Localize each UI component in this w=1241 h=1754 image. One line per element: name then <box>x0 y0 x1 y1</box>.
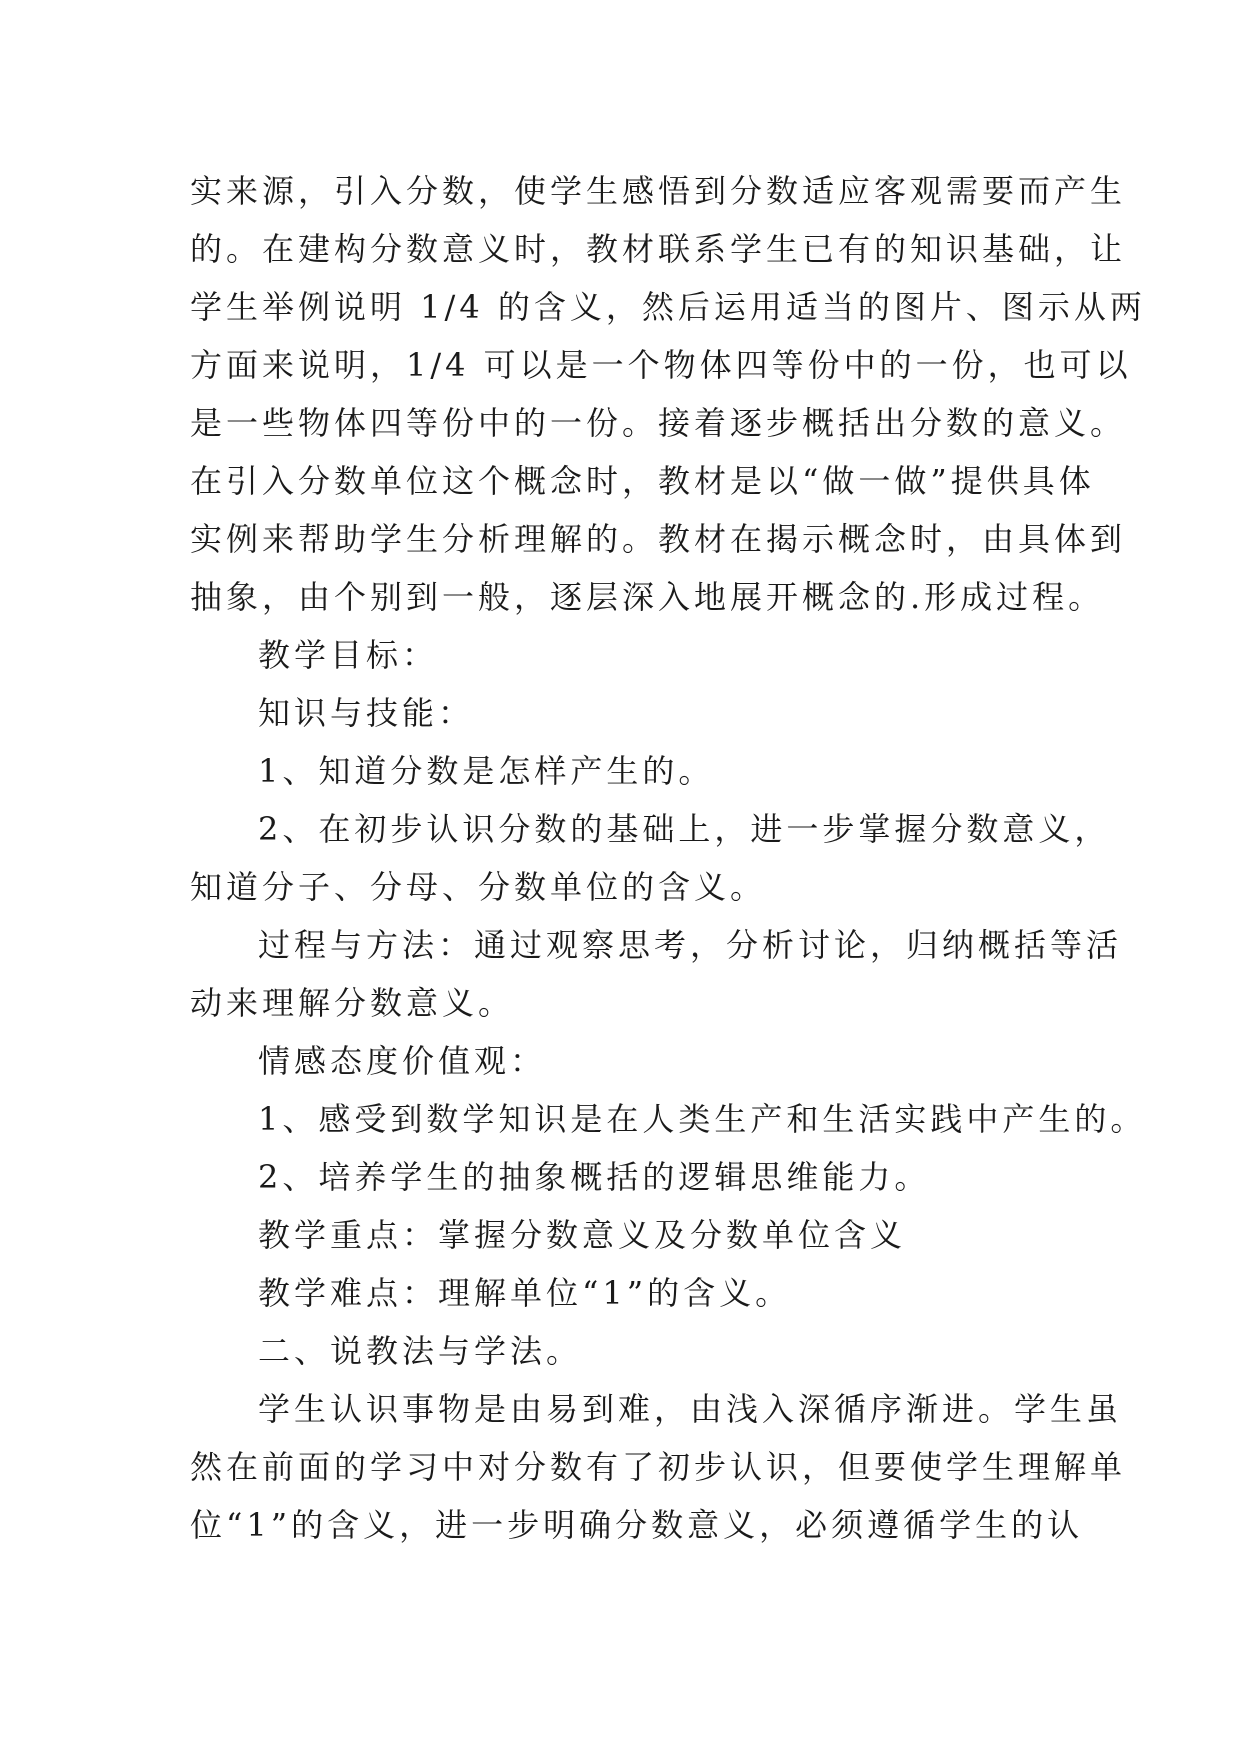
text-line: 是一些物体四等份中的一份。接着逐步概括出分数的意义。 <box>190 404 1127 442</box>
text-line: 方面来说明，1/4 可以是一个物体四等份中的一份，也可以 <box>190 346 1132 384</box>
teaching-focus: 教学重点：掌握分数意义及分数单位含义 <box>258 1216 907 1254</box>
paragraph-process-methods: 过程与方法：通过观察思考，分析讨论，归纳概括等活 <box>258 926 1123 964</box>
subheading-knowledge-skills: 知识与技能： <box>258 694 475 732</box>
text-line: 的。在建构分数意义时，教材联系学生已有的知识基础，让 <box>190 230 1127 268</box>
teaching-difficulty: 教学难点：理解单位“1”的含义。 <box>258 1274 792 1312</box>
list-item: 1、知道分数是怎样产生的。 <box>258 752 715 790</box>
text-line: 实来源，引入分数，使学生感悟到分数适应客观需要而产生 <box>190 172 1127 210</box>
section-heading-teaching-goals: 教学目标： <box>258 636 439 674</box>
text-line: 动来理解分数意义。 <box>190 984 515 1022</box>
section-heading-methods: 二、说教法与学法。 <box>258 1332 583 1370</box>
list-item: 2、培养学生的抽象概括的逻辑思维能力。 <box>258 1158 931 1196</box>
list-item: 1、感受到数学知识是在人类生产和生活实践中产生的。 <box>258 1100 1147 1138</box>
text-line: 学生举例说明 1/4 的含义，然后运用适当的图片、图示从两 <box>190 288 1146 326</box>
text-line: 实例来帮助学生分析理解的。教材在揭示概念时，由具体到 <box>190 520 1127 558</box>
subheading-emotion-values: 情感态度价值观： <box>258 1042 547 1080</box>
text-line: 在引入分数单位这个概念时，教材是以“做一做”提供具体 <box>190 462 1095 500</box>
text-line: 抽象，由个别到一般，逐层深入地展开概念的.形成过程。 <box>190 578 1105 616</box>
list-item: 2、在初步认识分数的基础上，进一步掌握分数意义， <box>258 810 1111 848</box>
text-line: 然在前面的学习中对分数有了初步认识，但要使学生理解单 <box>190 1448 1127 1486</box>
paragraph-start: 学生认识事物是由易到难，由浅入深循序渐进。学生虽 <box>258 1390 1123 1428</box>
text-line: 位“1”的含义，进一步明确分数意义，必须遵循学生的认 <box>190 1506 1084 1544</box>
text-line: 知道分子、分母、分数单位的含义。 <box>190 868 767 906</box>
document-page <box>190 162 1147 1554</box>
